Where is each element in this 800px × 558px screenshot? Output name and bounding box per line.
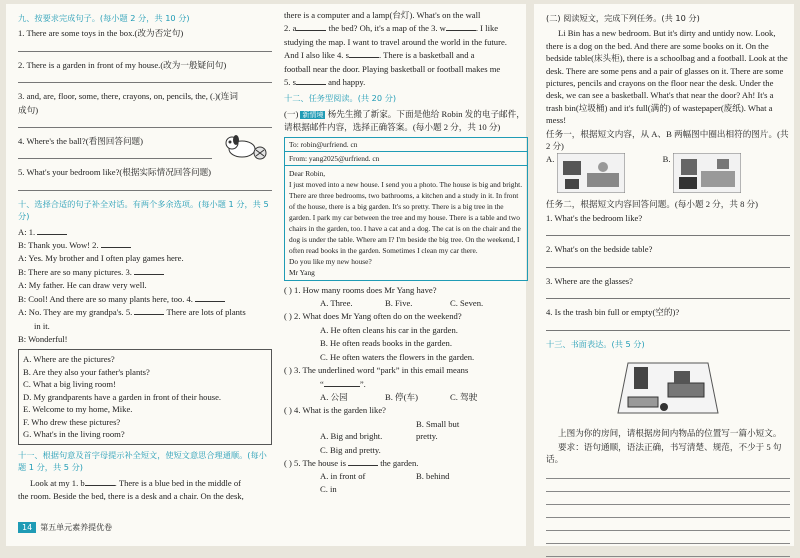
cloze-text: . There is a blue bed in the middle of — [114, 477, 241, 488]
dialog-text: B: Thank you. Wow! 2. — [18, 240, 99, 251]
email-box — [284, 137, 528, 281]
cloze-line — [18, 477, 272, 489]
cloze-line: the room. Beside the bed, there is a desk and a chair. On the desk, — [18, 491, 244, 502]
options-box — [18, 349, 272, 445]
dialog-text: A: No. They are my grandpa's. 5. — [18, 307, 133, 318]
cloze-line: there is a computer and a lamp(台灯). What's on the wall — [284, 10, 481, 20]
cloze-line: football near the door. Playing basketball or football makes me — [284, 63, 501, 74]
column-3 — [546, 8, 790, 558]
question-text: 1. How many rooms does Mr Yang have? — [294, 284, 437, 295]
question-text: 5. The house is — [294, 457, 346, 468]
dialog-line: B: Wonderful! — [18, 333, 68, 344]
email-body — [285, 166, 527, 280]
s12b-q1: 1. What's the bedroom like? — [546, 212, 643, 223]
answer-paren[interactable]: ( ) — [284, 311, 292, 322]
mc-question — [284, 310, 528, 322]
dialog-text: B: There are so many pictures. 3. — [18, 266, 132, 277]
cloze-text: the bed? Oh, it's a map of the 3. w — [328, 23, 446, 34]
bedroom-picture-b[interactable] — [673, 153, 741, 193]
answer-blank[interactable] — [134, 306, 164, 315]
page-number: 14 — [18, 522, 36, 533]
email-signature: Mr Yang — [289, 267, 315, 277]
option: D. My grandparents have a garden in front of their house. — [23, 391, 222, 402]
subpart-label: (一) — [284, 108, 299, 119]
dialog-text: There are lots of plants — [166, 307, 246, 318]
pic-a-label: A. — [546, 154, 555, 165]
answer-line[interactable] — [546, 289, 790, 299]
dialog-line — [18, 293, 272, 305]
email-to: To: robin@urfriend. cn — [285, 138, 527, 152]
email-greeting: Dear Robin, — [289, 168, 326, 178]
s12b-q4: 4. Is the trash bin full or empty(空的)? — [546, 307, 680, 318]
cloze-line — [284, 49, 528, 61]
cloze-line — [284, 22, 528, 34]
s12b-q2: 2. What's on the bedside table? — [546, 244, 653, 255]
dialog-line — [18, 306, 272, 318]
dialog-line — [18, 266, 272, 278]
option[interactable]: B. 停(车) — [385, 391, 418, 402]
s9-q2: 2. There is a garden in front of my house.(改为一般疑问句) — [18, 59, 227, 70]
s9-q3-cont: 成句) — [18, 104, 39, 115]
option: A. Where are the pictures? — [23, 354, 115, 365]
answer-paren[interactable]: ( ) — [284, 457, 292, 468]
cloze-text: 2. a — [284, 23, 297, 34]
option[interactable]: A. He often cleans his car in the garden. — [320, 324, 458, 335]
option[interactable]: A. Three. — [320, 298, 353, 309]
option[interactable]: C. He often waters the flowers in the garden. — [320, 351, 475, 362]
section-13-title: 十三、书面表达。(共 5 分) — [546, 338, 645, 349]
dialog-text: B: Cool! And there are so many plants here, too. 4. — [18, 293, 193, 304]
mc-question — [284, 457, 528, 469]
option[interactable]: B. Five. — [385, 298, 413, 309]
dialog-text: A: 1. — [18, 226, 36, 237]
answer-line[interactable] — [546, 258, 790, 268]
cloze-line — [284, 76, 528, 88]
answer-blank[interactable] — [134, 266, 164, 275]
room-illustration-wrap — [546, 353, 790, 426]
dialog-line: in it. — [34, 320, 50, 331]
quote-open: “ — [320, 378, 324, 389]
answer-blank[interactable] — [296, 22, 326, 31]
mc-options — [284, 297, 528, 309]
answer-blank[interactable] — [85, 477, 115, 486]
option[interactable]: B. Small but pretty. — [416, 418, 460, 442]
picture-choices — [546, 153, 790, 197]
cloze-text: . I like — [475, 23, 499, 34]
option[interactable]: B. behind — [416, 471, 450, 482]
question-text: 3. The underlined word “park” in this email means — [294, 365, 469, 376]
option[interactable]: C. 驾驶 — [450, 391, 478, 402]
dialog-line: A: My father. He can draw very well. — [18, 280, 147, 291]
dialog-line — [18, 239, 272, 251]
answer-blank[interactable] — [296, 76, 326, 85]
section-10-title: 十、选择合适的句子补全对话。有两个多余选项。(每小题 1 分，共 5 分) — [18, 198, 269, 222]
answer-paren[interactable]: ( ) — [284, 365, 292, 376]
cloze-text: 5. s — [284, 77, 296, 88]
s9-q1: 1. There are some toys in the box.(改为否定句) — [18, 28, 184, 39]
option[interactable]: C. in — [320, 483, 337, 494]
cloze-text: and happy. — [328, 77, 366, 88]
page-footer — [18, 522, 112, 533]
writing-line[interactable] — [546, 545, 790, 557]
q3-blank-line — [284, 378, 528, 390]
option: C. What a big living room! — [23, 379, 116, 390]
mc-options — [284, 470, 528, 495]
mc-question — [284, 364, 528, 376]
dialog-line: A: Yes. My brother and I often play games here. — [18, 253, 184, 264]
writing-line[interactable] — [546, 506, 790, 518]
mc-question — [284, 404, 528, 416]
s9-q3: 3. and, are, floor, some, there, crayons, on, pencils, the, (.)(连词 — [18, 91, 238, 102]
option[interactable]: A. in front of — [320, 471, 366, 482]
option[interactable]: A. Big and bright. — [320, 431, 383, 442]
option: B. Are they also your father's plants? — [23, 366, 150, 377]
answer-blank[interactable] — [446, 22, 476, 31]
section-11-title: 十一、根据句意及首字母提示补全短文，使短文意思合理通顺。(每小题 1 分，共 5 分) — [18, 449, 267, 473]
intro-text: 杨先生搬了新家。下面是他给 Robin 发的电子邮件，请根据邮件内容，选择正确答案。(每小题 2 分，共 10 分) — [284, 108, 525, 133]
option[interactable]: A. 公园 — [320, 391, 348, 402]
page-label: 第五单元素养提优卷 — [40, 523, 113, 532]
dog-with-ball-icon — [222, 131, 268, 161]
email-from: From: yang2025@urfriend. cn — [285, 152, 527, 166]
answer-blank[interactable] — [349, 49, 379, 58]
question-text: the garden. — [380, 457, 419, 468]
s9-q4-text: 4. Where's the ball?(看图回答问题) — [18, 136, 144, 147]
cloze-text: . There is a basketball and a — [378, 50, 475, 61]
section-12-title: 十二、任务型阅读。(共 20 分) — [284, 93, 397, 104]
s9-q4 — [18, 135, 272, 147]
mc-question — [284, 284, 528, 296]
answer-paren[interactable]: ( ) — [284, 405, 292, 416]
cloze-text: Look at my 1. b — [30, 477, 85, 488]
email-close: Do you like my new house? — [289, 256, 372, 266]
option: G. What's in the living room? — [23, 429, 125, 440]
pic-b-label: B. — [662, 154, 671, 165]
quote-close: ”. — [359, 378, 366, 389]
option[interactable]: C. Seven. — [450, 298, 484, 309]
answer-blank[interactable] — [324, 378, 360, 387]
option[interactable]: C. Big and pretty. — [320, 444, 381, 455]
s12b-q3: 3. Where are the glasses? — [546, 275, 633, 286]
answer-blank[interactable] — [195, 293, 225, 302]
s12-intro — [284, 108, 528, 134]
answer-blank[interactable] — [37, 226, 67, 235]
option[interactable]: B. He often reads books in the garden. — [320, 338, 452, 349]
option: F. Who drew these pictures? — [23, 416, 121, 427]
section-9-title: 九、按要求完成句子。(每小题 2 分，共 10 分) — [18, 13, 190, 23]
room-illustration — [608, 353, 728, 423]
section-12b-title: (二) 阅读短文，完成下列任务。(共 10 分) — [546, 13, 700, 23]
column-1 — [18, 8, 272, 503]
question-text: 4. What is the garden like? — [294, 405, 386, 416]
writing-line[interactable] — [546, 467, 790, 479]
s9-q5: 5. What's your bedroom like?(根据实际情况回答问题) — [18, 167, 212, 178]
answer-line[interactable] — [18, 73, 272, 83]
question-text: 2. What does Mr Yang often do on the weekend? — [294, 311, 462, 322]
email-text: I just moved into a new house. I send you a photo. The house is big and bright. There are three bedrooms, two bathrooms, a kitchen and a study in it. In front of the house, there is a big garden. It's so pretty. There is a big tree in the garden. I park my car between the tree and my house. There is a table and two chairs in the garden, too. I have a cat and a dog. The cat is on the chair and the dog is under the table. Where am I? I'm beside the big tree. On the weekend, I often read books in the garden. Sometimes I clean my car there. — [289, 179, 523, 255]
answer-line[interactable] — [546, 321, 790, 331]
writing-line[interactable] — [546, 480, 790, 492]
writing-prompt-1: 上图为你的房间，请根据房间内物品的位置写一篇小短文。 — [558, 428, 782, 439]
answer-line[interactable] — [18, 42, 272, 52]
answer-line[interactable] — [18, 149, 212, 159]
writing-line[interactable] — [546, 532, 790, 544]
mc-options — [284, 418, 528, 443]
mc-options — [284, 391, 528, 403]
writing-line[interactable] — [546, 493, 790, 505]
option: E. Welcome to my home, Mike. — [23, 404, 133, 415]
answer-line[interactable] — [18, 181, 272, 191]
dialog-line — [18, 226, 272, 238]
writing-prompt-2: 要求：语句通顺，语法正确，书写清楚、规范，不少于 5 句话。 — [546, 441, 782, 465]
new-context-badge: 新情境 — [302, 110, 324, 119]
cloze-text: And I also like 4. s — [284, 50, 349, 61]
task-1: 任务一，根据短文内容，从 A、B 两幅图中圈出相符的图片。(共 2 分) — [546, 128, 789, 152]
answer-blank[interactable] — [348, 457, 378, 466]
reading-passage: Li Bin has a new bedroom. But it's dirty and untidy now. Look, there is a dog on the bed. And there are some books on it. On the bedside table(床头柜), there is a schoolbag and a football. Look at the desk. There are some pens and a pair of glasses on it. There are some pictures, pencils and crayons on the floor near the desk. Under the desk, we can see a basketball. What's that near the door? Ah! It's a trash bin(垃圾桶) and it's full(满的) of wastepaper(废纸). What a mess! — [546, 28, 788, 126]
answer-line[interactable] — [546, 226, 790, 236]
task-2: 任务二，根据短文内容回答问题。(每小题 2 分，共 8 分) — [546, 199, 758, 210]
column-2 — [284, 8, 528, 496]
writing-line[interactable] — [546, 519, 790, 531]
answer-line[interactable] — [18, 118, 272, 128]
bedroom-picture-a[interactable] — [557, 153, 625, 193]
answer-paren[interactable]: ( ) — [284, 284, 292, 295]
cloze-line: studying the map. I want to travel around the world in the future. — [284, 36, 507, 47]
answer-blank[interactable] — [101, 239, 131, 248]
